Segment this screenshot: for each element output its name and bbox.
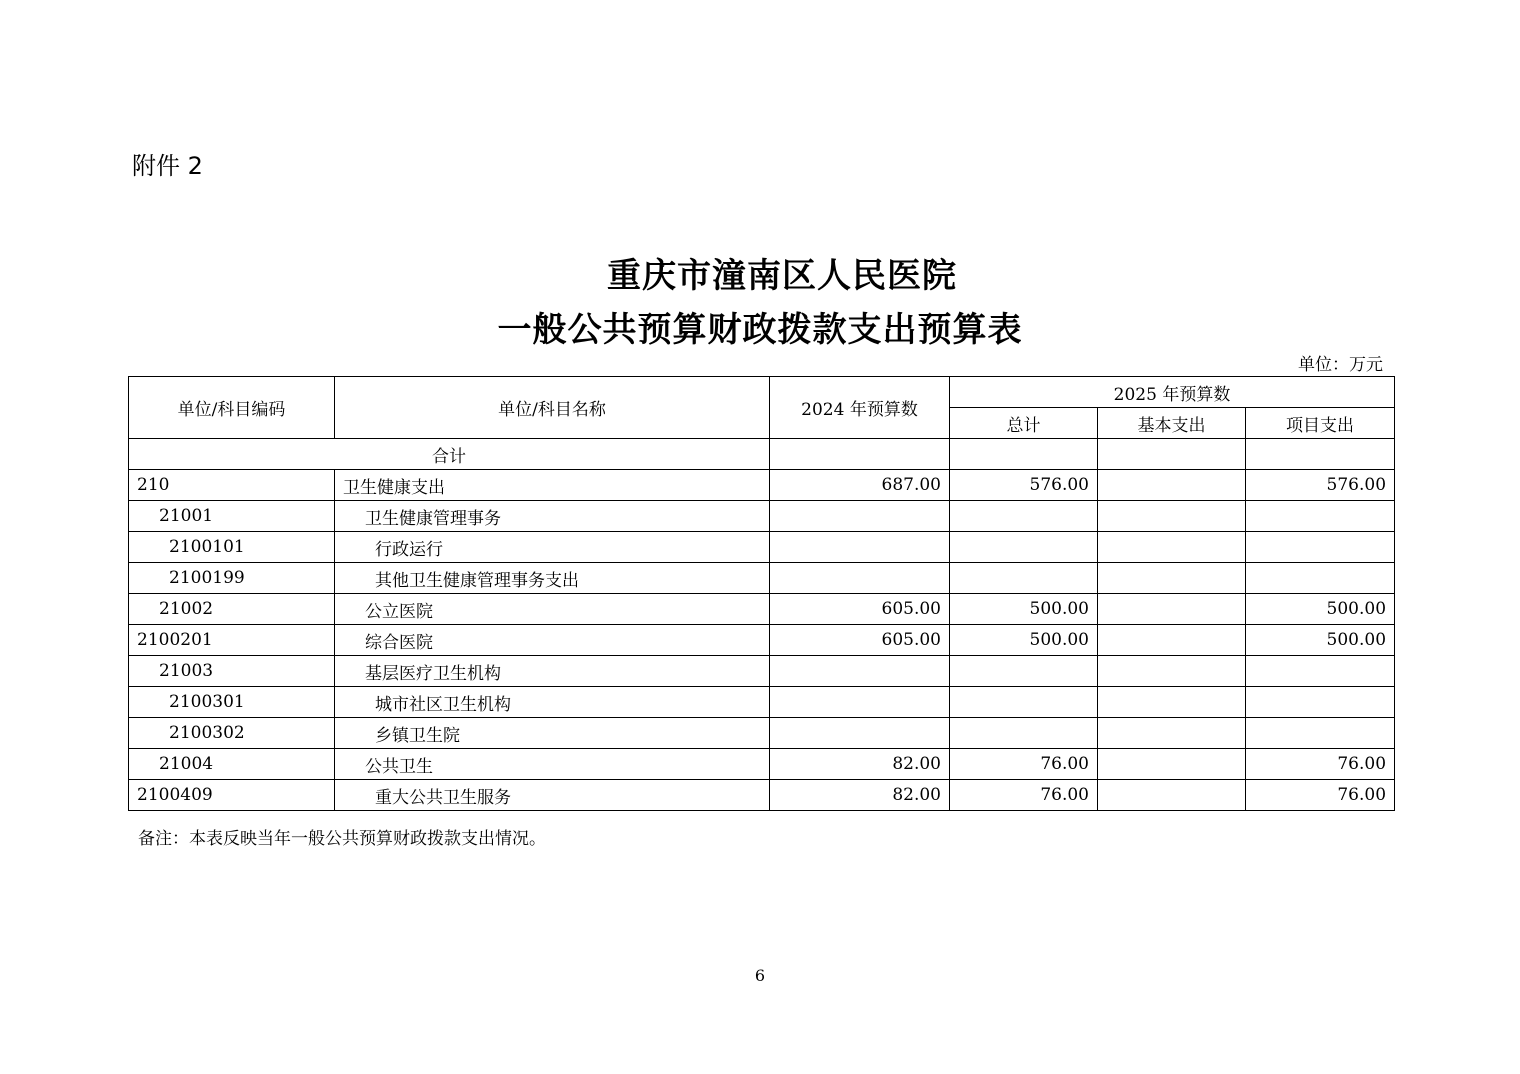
row-budget-2024 — [770, 687, 950, 718]
row-total: 76.00 — [950, 780, 1098, 811]
document-title-line2: 一般公共预算财政拨款支出预算表 — [497, 310, 1023, 350]
header-row-1 — [129, 377, 1395, 408]
total-total — [950, 439, 1098, 470]
row-code: 21001 — [129, 501, 335, 532]
row-total: 576.00 — [950, 470, 1098, 501]
total-row — [129, 439, 1395, 470]
total-label: 合计 — [129, 439, 770, 470]
row-total — [950, 656, 1098, 687]
table-row — [129, 718, 1395, 749]
table-row — [129, 501, 1395, 532]
row-code: 2100301 — [129, 687, 335, 718]
unit-label: 单位：万元 — [1298, 355, 1383, 375]
row-budget-2024 — [770, 501, 950, 532]
row-basic — [1098, 501, 1246, 532]
budget-table — [128, 376, 1395, 811]
row-code: 21004 — [129, 749, 335, 780]
row-project: 500.00 — [1246, 594, 1395, 625]
row-budget-2024 — [770, 532, 950, 563]
row-code: 2100409 — [129, 780, 335, 811]
row-budget-2024: 82.00 — [770, 780, 950, 811]
row-basic — [1098, 625, 1246, 656]
row-basic — [1098, 656, 1246, 687]
row-basic — [1098, 718, 1246, 749]
total-basic — [1098, 439, 1246, 470]
row-project: 76.00 — [1246, 780, 1395, 811]
header-budget-2024: 2024 年预算数 — [770, 377, 950, 439]
row-project: 500.00 — [1246, 625, 1395, 656]
row-total — [950, 532, 1098, 563]
row-name: 行政运行 — [335, 532, 770, 563]
table-note: 备注：本表反映当年一般公共预算财政拨款支出情况。 — [138, 829, 546, 849]
header-budget-2025: 2025 年预算数 — [950, 377, 1395, 408]
row-project — [1246, 532, 1395, 563]
header-name: 单位/科目名称 — [335, 377, 770, 439]
row-code: 2100101 — [129, 532, 335, 563]
row-name: 综合医院 — [335, 625, 770, 656]
table-row — [129, 780, 1395, 811]
header-project: 项目支出 — [1246, 408, 1395, 439]
header-code: 单位/科目编码 — [129, 377, 335, 439]
row-code: 210 — [129, 470, 335, 501]
table-row — [129, 749, 1395, 780]
row-budget-2024: 82.00 — [770, 749, 950, 780]
page-number: 6 — [754, 966, 766, 985]
row-name: 卫生健康管理事务 — [335, 501, 770, 532]
row-name: 公立医院 — [335, 594, 770, 625]
row-project: 576.00 — [1246, 470, 1395, 501]
row-budget-2024: 605.00 — [770, 594, 950, 625]
table-row — [129, 532, 1395, 563]
row-code: 2100201 — [129, 625, 335, 656]
row-budget-2024 — [770, 718, 950, 749]
row-project: 76.00 — [1246, 749, 1395, 780]
table-row — [129, 470, 1395, 501]
table-row — [129, 656, 1395, 687]
row-budget-2024: 605.00 — [770, 625, 950, 656]
row-total — [950, 501, 1098, 532]
row-total — [950, 563, 1098, 594]
row-name: 重大公共卫生服务 — [335, 780, 770, 811]
row-name: 其他卫生健康管理事务支出 — [335, 563, 770, 594]
row-name: 乡镇卫生院 — [335, 718, 770, 749]
attachment-label: 附件 2 — [132, 152, 203, 180]
row-total — [950, 687, 1098, 718]
row-total — [950, 718, 1098, 749]
row-code: 2100199 — [129, 563, 335, 594]
row-basic — [1098, 687, 1246, 718]
row-project — [1246, 656, 1395, 687]
row-project — [1246, 563, 1395, 594]
row-budget-2024: 687.00 — [770, 470, 950, 501]
row-budget-2024 — [770, 656, 950, 687]
table-row — [129, 687, 1395, 718]
row-name: 城市社区卫生机构 — [335, 687, 770, 718]
row-project — [1246, 718, 1395, 749]
row-name: 卫生健康支出 — [335, 470, 770, 501]
row-project — [1246, 687, 1395, 718]
row-total: 500.00 — [950, 594, 1098, 625]
row-code: 21003 — [129, 656, 335, 687]
header-total: 总计 — [950, 408, 1098, 439]
row-basic — [1098, 532, 1246, 563]
header-basic: 基本支出 — [1098, 408, 1246, 439]
row-name: 公共卫生 — [335, 749, 770, 780]
document-title-line1: 重庆市潼南区人民医院 — [607, 256, 957, 296]
row-basic — [1098, 749, 1246, 780]
table-row — [129, 594, 1395, 625]
row-total: 76.00 — [950, 749, 1098, 780]
row-project — [1246, 501, 1395, 532]
row-code: 2100302 — [129, 718, 335, 749]
row-code: 21002 — [129, 594, 335, 625]
row-name: 基层医疗卫生机构 — [335, 656, 770, 687]
row-budget-2024 — [770, 563, 950, 594]
row-basic — [1098, 563, 1246, 594]
table-row — [129, 625, 1395, 656]
table-row — [129, 563, 1395, 594]
total-project — [1246, 439, 1395, 470]
total-budget-2024 — [770, 439, 950, 470]
row-basic — [1098, 780, 1246, 811]
row-total: 500.00 — [950, 625, 1098, 656]
row-basic — [1098, 470, 1246, 501]
row-basic — [1098, 594, 1246, 625]
